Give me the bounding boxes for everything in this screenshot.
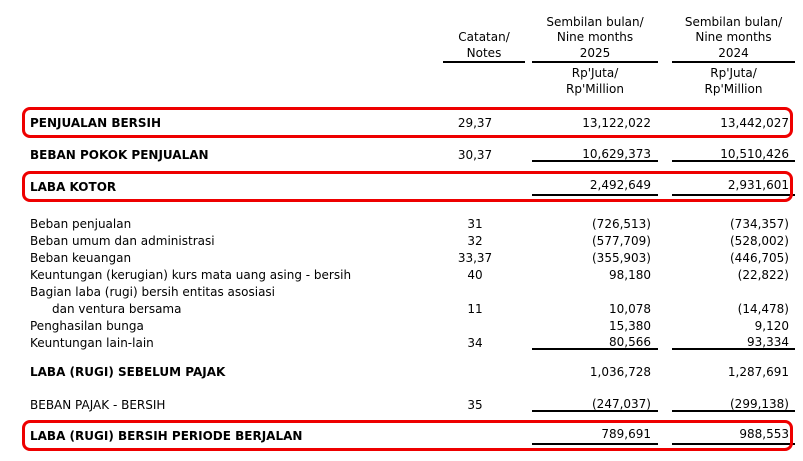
- row-note: 32: [467, 234, 483, 248]
- header-notes-column: [425, 14, 525, 97]
- value-2025-text: 2,492,649: [532, 178, 658, 196]
- row-label: Keuntungan lain-lain: [30, 336, 154, 350]
- value-2025-text: 789,691: [532, 427, 658, 445]
- row-note: 30,37: [457, 148, 493, 162]
- value-2024-text: (734,357): [730, 217, 789, 231]
- value-2025-text: 98,180: [609, 268, 651, 282]
- value-2025-text: 80,566: [532, 335, 658, 350]
- row-label: Penghasilan bunga: [30, 319, 144, 333]
- value-2024-text: 1,287,691: [727, 365, 789, 379]
- row-value-2024: [658, 301, 795, 318]
- units-2025-line1: Rp'Juta/: [571, 66, 619, 80]
- row-label: LABA KOTOR: [30, 179, 117, 194]
- period-2024-header: [672, 14, 795, 63]
- row-value-2025: [525, 301, 658, 318]
- row-value-2025: [525, 233, 658, 250]
- table-row: [0, 147, 803, 164]
- value-2024-text: (446,705): [730, 251, 789, 265]
- units-2024-line1: Rp'Juta/: [710, 66, 757, 80]
- table-row: [0, 284, 803, 301]
- period-2024-line1: Sembilan bulan/: [684, 14, 783, 29]
- header-label-spacer: [0, 14, 425, 97]
- notes-column-header: [443, 14, 525, 63]
- row-note: [425, 318, 525, 335]
- value-2024-text: 93,334: [672, 335, 795, 350]
- period-2025-header: [532, 14, 658, 63]
- period-2025-line2: Nine months: [556, 30, 634, 44]
- row-value-2025: [525, 178, 658, 196]
- row-value-2024: [658, 250, 795, 267]
- table-row: [0, 301, 803, 318]
- row-value-2024: [658, 427, 795, 445]
- row-label: Beban penjualan: [30, 217, 132, 231]
- value-2024-text: 9,120: [754, 319, 789, 333]
- value-2024-text: 10,510,426: [672, 147, 795, 162]
- row-value-2025: [525, 284, 658, 301]
- row-value-2025: [525, 397, 658, 414]
- units-2025-line2: Rp'Million: [566, 81, 624, 96]
- value-2024-text: 13,442,027: [720, 115, 789, 130]
- value-2024-text: (22,822): [737, 268, 789, 282]
- row-value-2025: [525, 427, 658, 445]
- row-note: 29,37: [457, 115, 493, 130]
- table-row: [0, 364, 803, 381]
- value-2025-text: 1,036,728: [589, 365, 651, 379]
- table-row: [0, 233, 803, 250]
- header-2024-column: [658, 14, 795, 97]
- row-label: Bagian laba (rugi) bersih entitas asosiasi: [30, 285, 276, 299]
- row-value-2025: [525, 216, 658, 233]
- row-label: BEBAN PAJAK - BERSIH: [30, 398, 166, 412]
- table-row: [0, 250, 803, 267]
- value-2024-text: (299,138): [672, 397, 795, 412]
- row-label: LABA (RUGI) BERSIH PERIODE BERJALAN: [30, 428, 303, 443]
- row-label: BEBAN POKOK PENJUALAN: [30, 148, 209, 162]
- row-note: 40: [467, 268, 483, 282]
- row-label: Beban umum dan administrasi: [30, 234, 215, 248]
- table-row: [0, 107, 803, 138]
- units-2025: [532, 63, 658, 97]
- value-2025-text: 10,629,373: [532, 147, 658, 162]
- row-value-2024: [658, 233, 795, 250]
- value-2025-text: 10,078: [609, 302, 651, 316]
- units-2024-line2: Rp'Million: [704, 81, 763, 96]
- row-value-2025: [525, 116, 658, 130]
- table-row: [0, 171, 803, 202]
- units-2024: [672, 63, 795, 97]
- value-2024-text: (528,002): [730, 234, 789, 248]
- period-2024-year: 2024: [718, 45, 749, 60]
- header-2025-column: [525, 14, 658, 97]
- table-row: [0, 216, 803, 233]
- row-value-2024: [658, 335, 795, 352]
- row-value-2024: [658, 364, 795, 381]
- row-label: Beban keuangan: [30, 251, 132, 265]
- row-value-2025: [525, 267, 658, 284]
- row-value-2024: [658, 267, 795, 284]
- row-value-2024: [658, 284, 795, 301]
- row-value-2024: [658, 116, 795, 130]
- table-row: [0, 335, 803, 352]
- table-row: [0, 267, 803, 284]
- row-value-2025: [525, 250, 658, 267]
- row-value-2025: [525, 318, 658, 335]
- row-note: 34: [467, 336, 483, 350]
- value-2025-text: 13,122,022: [582, 115, 651, 130]
- value-2024-text: (14,478): [737, 302, 789, 316]
- row-note: 35: [467, 398, 483, 412]
- statement-rows: [0, 107, 803, 451]
- row-value-2025: [525, 364, 658, 381]
- row-value-2025: [525, 335, 658, 352]
- row-label: dan ventura bersama: [52, 302, 182, 316]
- row-note: [425, 364, 525, 381]
- row-note: 33,37: [457, 251, 493, 265]
- value-2025-text: 15,380: [609, 319, 651, 333]
- row-label: PENJUALAN BERSIH: [30, 115, 162, 130]
- period-2025-line1: Sembilan bulan/: [546, 14, 644, 29]
- table-row: [0, 420, 803, 451]
- row-value-2024: [658, 147, 795, 164]
- value-2024-text: 988,553: [672, 427, 795, 445]
- value-2025-text: (355,903): [592, 251, 651, 265]
- row-value-2025: [525, 147, 658, 164]
- row-label: LABA (RUGI) SEBELUM PAJAK: [30, 365, 226, 379]
- period-2024-line2: Nine months: [695, 30, 772, 44]
- value-2024-text: 2,931,601: [672, 178, 795, 196]
- row-note: 11: [467, 302, 483, 316]
- row-label: Keuntungan (kerugian) kurs mata uang asing - bersih: [30, 268, 352, 282]
- notes-header-line2: Notes: [466, 45, 502, 60]
- notes-header-line1: Catatan/: [458, 30, 510, 44]
- row-value-2024: [658, 318, 795, 335]
- value-2025-text: (726,513): [592, 217, 651, 231]
- table-row: [0, 397, 803, 414]
- row-note: [425, 284, 525, 301]
- row-value-2024: [658, 178, 795, 196]
- value-2025-text: (577,709): [592, 234, 651, 248]
- row-value-2024: [658, 397, 795, 414]
- table-row: [0, 318, 803, 335]
- period-2025-year: 2025: [579, 45, 611, 60]
- value-2025-text: (247,037): [532, 397, 658, 412]
- row-value-2024: [658, 216, 795, 233]
- row-note: 31: [467, 217, 483, 231]
- table-header: [0, 0, 803, 97]
